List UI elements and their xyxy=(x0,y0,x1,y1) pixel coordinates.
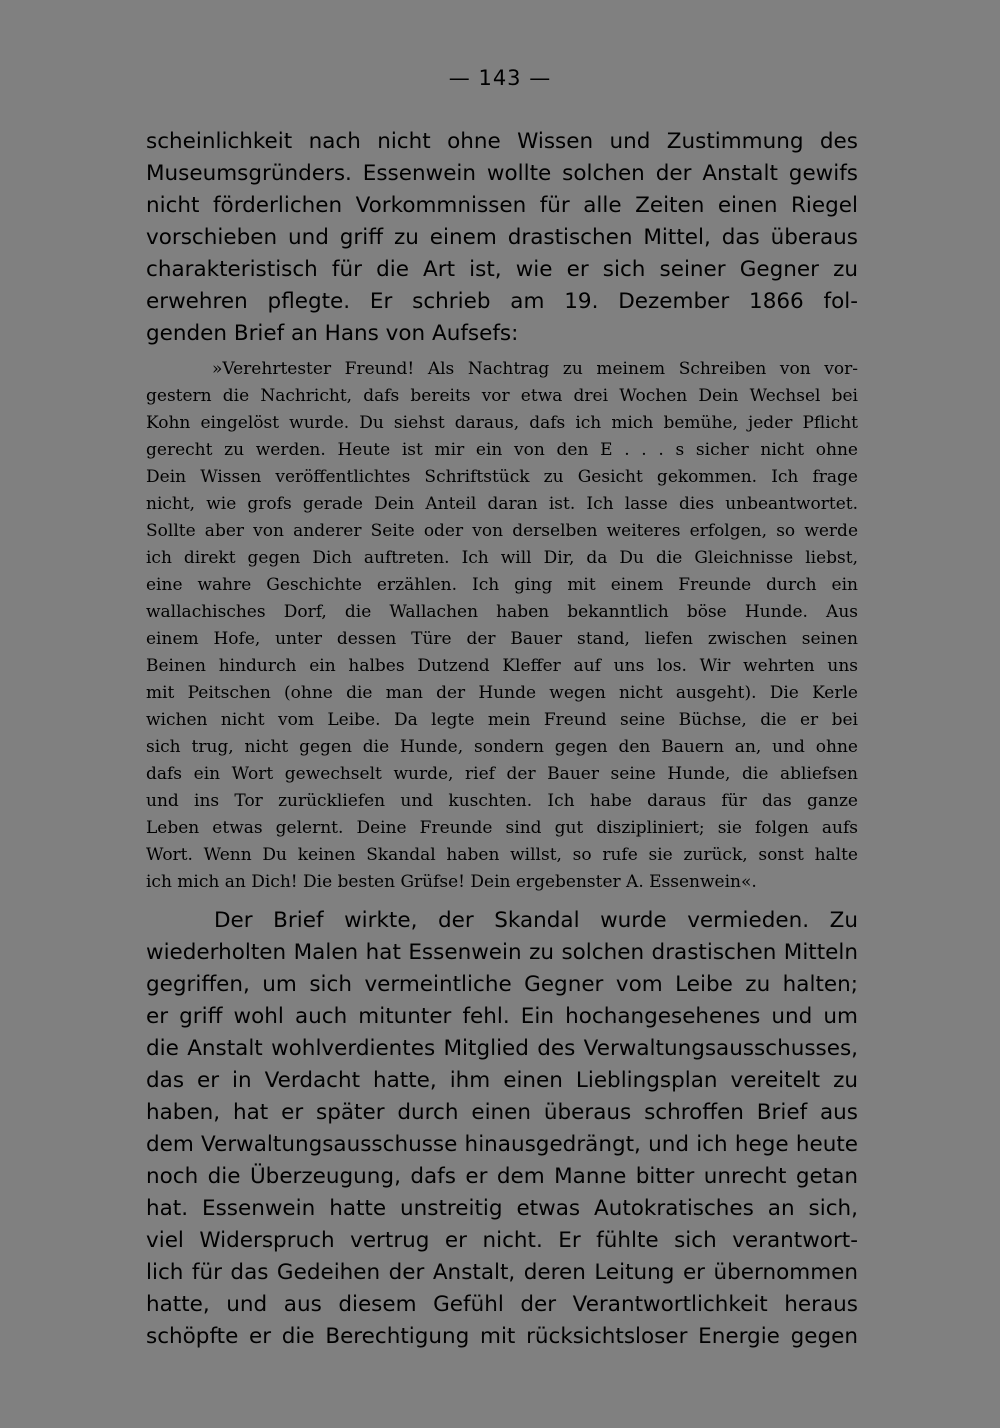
text-line: scheinlichkeit nach nicht ohne Wissen und Zustimmung des xyxy=(146,129,858,154)
text-line: wiederholten Malen hat Essenwein zu solchen drastischen Mitteln xyxy=(146,940,858,965)
letter-line: sich trug, nicht gegen die Hunde, sondern gegen den Bauern an, und ohne xyxy=(146,737,858,757)
letter-line: wallachisches Dorf, die Wallachen haben bekanntlich böse Hunde. Aus xyxy=(146,602,858,622)
text-line: genden Brief an Hans von Aufsefs: xyxy=(146,321,519,346)
letter-line: Kohn eingelöst wurde. Du siehst daraus, dafs ich mich bemühe, jeder Pflicht xyxy=(146,413,858,433)
letter-line: Wort. Wenn Du keinen Skandal haben willst, so rufe sie zurück, sonst halte xyxy=(146,845,858,865)
text-line: hatte, und aus diesem Gefühl der Verantwortlichkeit heraus xyxy=(146,1292,858,1317)
text-line: die Anstalt wohlverdientes Mitglied des Verwaltungsausschusses, xyxy=(146,1036,858,1061)
letter-quote xyxy=(146,356,858,896)
text-line: noch die Überzeugung, dafs er dem Manne bitter unrecht getan xyxy=(146,1164,858,1189)
text-line: nicht förderlichen Vorkommnissen für alle Zeiten einen Riegel xyxy=(146,193,858,218)
letter-line: und ins Tor zurückliefen und kuschten. Ich habe daraus für das ganze xyxy=(146,791,858,811)
text-line: haben, hat er später durch einen überaus schroffen Brief aus xyxy=(146,1100,858,1125)
letter-line: gerecht zu werden. Heute ist mir ein von den E . . . s sicher nicht ohne xyxy=(146,440,858,460)
text-line: schöpfte er die Berechtigung mit rücksichtsloser Energie gegen xyxy=(146,1324,858,1349)
page-number: — 143 — xyxy=(448,66,552,90)
letter-line: dafs ein Wort gewechselt wurde, rief der Bauer seine Hunde, die abliefsen xyxy=(146,764,858,784)
letter-line: einem Hofe, unter dessen Türe der Bauer stand, liefen zwischen seinen xyxy=(146,629,858,649)
letter-line: ich direkt gegen Dich auftreten. Ich will Dir, da Du die Gleichnisse liebst, xyxy=(146,548,858,568)
text-line: charakteristisch für die Art ist, wie er sich seiner Gegner zu xyxy=(146,257,858,282)
text-line: Museumsgründers. Essenwein wollte solchen der Anstalt gewifs xyxy=(146,161,858,186)
letter-line: nicht, wie grofs gerade Dein Anteil daran ist. Ich lasse dies unbeantwortet. xyxy=(146,494,858,514)
letter-line: gestern die Nachricht, dafs bereits vor etwa drei Wochen Dein Wechsel bei xyxy=(146,386,858,406)
letter-line: Dein Wissen veröffentlichtes Schriftstück zu Gesicht gekommen. Ich frage xyxy=(146,467,858,487)
letter-line: »Verehrtester Freund! Als Nachtrag zu meinem Schreiben von vor- xyxy=(212,359,858,379)
letter-line: Sollte aber von anderer Seite oder von derselben weiteres erfolgen, so werde xyxy=(146,521,858,541)
text-line: erwehren pflegte. Er schrieb am 19. Dezember 1866 fol- xyxy=(146,289,858,314)
text-line: das er in Verdacht hatte, ihm einen Lieblingsplan vereitelt zu xyxy=(146,1068,858,1093)
letter-line: Beinen hindurch ein halbes Dutzend Kleffer auf uns los. Wir wehrten uns xyxy=(146,656,858,676)
text-line: hat. Essenwein hatte unstreitig etwas Autokratisches an sich, xyxy=(146,1196,858,1221)
bottom-paragraph xyxy=(146,905,858,1353)
text-line: Der Brief wirkte, der Skandal wurde vermieden. Zu xyxy=(214,908,858,933)
letter-line: Leben etwas gelernt. Deine Freunde sind gut diszipliniert; sie folgen aufs xyxy=(146,818,858,838)
text-line: lich für das Gedeihen der Anstalt, deren Leitung er übernommen xyxy=(146,1260,858,1285)
letter-line: ich mich an Dich! Die besten Grüfse! Dein ergebenster A. Essenwein«. xyxy=(146,872,757,892)
text-line: er griff wohl auch mitunter fehl. Ein hochangesehenes und um xyxy=(146,1004,858,1029)
text-line: gegriffen, um sich vermeintliche Gegner vom Leibe zu halten; xyxy=(146,972,858,997)
letter-line: wichen nicht vom Leibe. Da legte mein Freund seine Büchse, die er bei xyxy=(146,710,858,730)
letter-line: eine wahre Geschichte erzählen. Ich ging mit einem Freunde durch ein xyxy=(146,575,858,595)
text-line: viel Widerspruch vertrug er nicht. Er fühlte sich verantwort- xyxy=(146,1228,858,1253)
letter-line: mit Peitschen (ohne die man der Hunde wegen nicht ausgeht). Die Kerle xyxy=(146,683,858,703)
text-line: vorschieben und griff zu einem drastischen Mittel, das überaus xyxy=(146,225,858,250)
text-line: dem Verwaltungsausschusse hinausgedrängt, und ich hege heute xyxy=(146,1132,858,1157)
top-paragraph xyxy=(146,126,858,350)
